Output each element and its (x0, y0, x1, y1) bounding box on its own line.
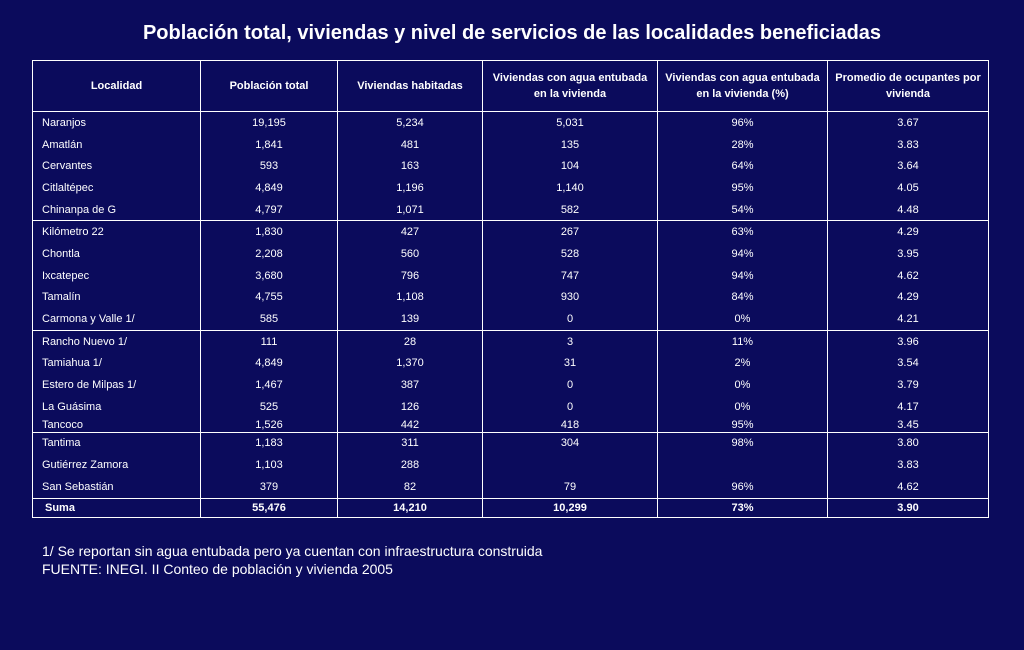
cell-promedio: 4.05 (828, 177, 989, 199)
cell-localidad: Estero de Milpas 1/ (33, 374, 201, 396)
total-promedio: 3.90 (828, 498, 989, 517)
cell-poblacion: 1,830 (201, 221, 338, 243)
header-row (33, 61, 989, 112)
cell-viviendas: 442 (338, 418, 483, 433)
header-viviendas-agua: Viviendas con agua entubada en la vivienda (483, 61, 658, 112)
table-row (33, 418, 989, 433)
table-row (33, 155, 989, 177)
cell-agua-pct: 54% (658, 199, 828, 221)
cell-agua: 304 (483, 432, 658, 454)
cell-localidad: Chinanpa de G (33, 199, 201, 221)
cell-promedio: 4.29 (828, 221, 989, 243)
cell-promedio: 3.79 (828, 374, 989, 396)
cell-agua: 79 (483, 476, 658, 498)
cell-poblacion: 379 (201, 476, 338, 498)
cell-viviendas: 28 (338, 330, 483, 352)
header-localidad: Localidad (33, 61, 201, 112)
cell-promedio: 3.54 (828, 353, 989, 375)
cell-viviendas: 481 (338, 134, 483, 156)
cell-poblacion: 1,183 (201, 432, 338, 454)
cell-agua: 267 (483, 221, 658, 243)
table-row (33, 134, 989, 156)
cell-promedio: 3.96 (828, 330, 989, 352)
header-viviendas-agua-pct: Viviendas con agua entubada en la vivienda (%) (658, 61, 828, 112)
cell-agua: 418 (483, 418, 658, 433)
cell-agua: 5,031 (483, 112, 658, 134)
cell-viviendas: 126 (338, 396, 483, 418)
cell-poblacion: 593 (201, 155, 338, 177)
cell-agua-pct: 28% (658, 134, 828, 156)
cell-agua: 747 (483, 265, 658, 287)
cell-agua-pct: 94% (658, 243, 828, 265)
cell-localidad: Ixcatepec (33, 265, 201, 287)
cell-agua-pct: 0% (658, 396, 828, 418)
cell-localidad: Tancoco (33, 418, 201, 433)
cell-agua-pct: 0% (658, 374, 828, 396)
cell-agua: 31 (483, 353, 658, 375)
page-title: Población total, viviendas y nivel de servicios de las localidades beneficiadas (142, 22, 882, 44)
cell-viviendas: 288 (338, 454, 483, 476)
cell-localidad: Naranjos (33, 112, 201, 134)
table-row (33, 374, 989, 396)
cell-poblacion: 4,849 (201, 177, 338, 199)
cell-localidad: Citlaltépec (33, 177, 201, 199)
cell-agua: 0 (483, 308, 658, 330)
cell-poblacion: 111 (201, 330, 338, 352)
cell-promedio: 3.67 (828, 112, 989, 134)
table-row (33, 112, 989, 134)
cell-poblacion: 4,849 (201, 353, 338, 375)
cell-agua: 930 (483, 287, 658, 309)
cell-agua-pct: 96% (658, 476, 828, 498)
cell-promedio: 3.83 (828, 454, 989, 476)
cell-promedio: 4.21 (828, 308, 989, 330)
cell-viviendas: 1,071 (338, 199, 483, 221)
total-agua-pct: 73% (658, 498, 828, 517)
cell-agua-pct: 0% (658, 308, 828, 330)
cell-agua-pct: 84% (658, 287, 828, 309)
cell-agua-pct (658, 454, 828, 476)
cell-poblacion: 525 (201, 396, 338, 418)
cell-localidad: La Guásima (33, 396, 201, 418)
cell-promedio: 4.48 (828, 199, 989, 221)
cell-agua (483, 454, 658, 476)
cell-poblacion: 585 (201, 308, 338, 330)
cell-agua: 104 (483, 155, 658, 177)
cell-poblacion: 4,755 (201, 287, 338, 309)
cell-viviendas: 560 (338, 243, 483, 265)
cell-promedio: 3.64 (828, 155, 989, 177)
cell-promedio: 4.17 (828, 396, 989, 418)
cell-agua: 528 (483, 243, 658, 265)
cell-agua-pct: 94% (658, 265, 828, 287)
footnote-fuente: FUENTE: INEGI. II Conteo de población y vivienda 2005 (42, 561, 393, 577)
cell-localidad: Kilómetro 22 (33, 221, 201, 243)
table-row (33, 454, 989, 476)
table-row (33, 476, 989, 498)
header-promedio-ocupantes: Promedio de ocupantes por vivienda (828, 61, 989, 112)
cell-agua-pct: 2% (658, 353, 828, 375)
footnote-sin-agua: 1/ Se reportan sin agua entubada pero ya cuentan con infraestructura construida (42, 543, 543, 559)
cell-viviendas: 1,196 (338, 177, 483, 199)
cell-localidad: Tamalín (33, 287, 201, 309)
cell-promedio: 3.95 (828, 243, 989, 265)
cell-agua: 1,140 (483, 177, 658, 199)
total-label: Suma (33, 498, 201, 517)
cell-agua-pct: 96% (658, 112, 828, 134)
cell-viviendas: 796 (338, 265, 483, 287)
total-row (33, 498, 989, 517)
cell-promedio: 3.80 (828, 432, 989, 454)
cell-viviendas: 427 (338, 221, 483, 243)
cell-poblacion: 1,526 (201, 418, 338, 433)
cell-agua-pct: 64% (658, 155, 828, 177)
cell-localidad: Rancho Nuevo 1/ (33, 330, 201, 352)
cell-viviendas: 387 (338, 374, 483, 396)
cell-viviendas: 163 (338, 155, 483, 177)
cell-poblacion: 1,841 (201, 134, 338, 156)
cell-viviendas: 5,234 (338, 112, 483, 134)
cell-agua-pct: 11% (658, 330, 828, 352)
cell-viviendas: 1,108 (338, 287, 483, 309)
cell-localidad: Cervantes (33, 155, 201, 177)
cell-localidad: Tamiahua 1/ (33, 353, 201, 375)
table-row (33, 243, 989, 265)
table-row (33, 308, 989, 330)
table-row (33, 265, 989, 287)
cell-poblacion: 1,103 (201, 454, 338, 476)
cell-localidad: Carmona y Valle 1/ (33, 308, 201, 330)
total-viviendas: 14,210 (338, 498, 483, 517)
cell-agua: 0 (483, 396, 658, 418)
cell-poblacion: 19,195 (201, 112, 338, 134)
cell-poblacion: 4,797 (201, 199, 338, 221)
table-row (33, 177, 989, 199)
cell-localidad: Tantima (33, 432, 201, 454)
cell-promedio: 4.62 (828, 265, 989, 287)
table-row (33, 330, 989, 352)
cell-poblacion: 1,467 (201, 374, 338, 396)
total-poblacion: 55,476 (201, 498, 338, 517)
cell-promedio: 4.62 (828, 476, 989, 498)
table-row (33, 353, 989, 375)
cell-localidad: San Sebastián (33, 476, 201, 498)
table-row (33, 221, 989, 243)
cell-agua: 582 (483, 199, 658, 221)
cell-agua: 0 (483, 374, 658, 396)
table-row (33, 287, 989, 309)
cell-agua-pct: 63% (658, 221, 828, 243)
cell-viviendas: 1,370 (338, 353, 483, 375)
cell-poblacion: 2,208 (201, 243, 338, 265)
cell-promedio: 3.83 (828, 134, 989, 156)
cell-localidad: Gutiérrez Zamora (33, 454, 201, 476)
cell-promedio: 3.45 (828, 418, 989, 433)
cell-promedio: 4.29 (828, 287, 989, 309)
cell-localidad: Amatlán (33, 134, 201, 156)
data-table (32, 60, 989, 518)
footnotes (42, 542, 542, 578)
cell-agua-pct: 95% (658, 418, 828, 433)
cell-localidad: Chontla (33, 243, 201, 265)
table-row (33, 396, 989, 418)
cell-agua-pct: 98% (658, 432, 828, 454)
cell-agua: 3 (483, 330, 658, 352)
cell-poblacion: 3,680 (201, 265, 338, 287)
cell-viviendas: 82 (338, 476, 483, 498)
header-viviendas-habitadas: Viviendas habitadas (338, 61, 483, 112)
table-row (33, 199, 989, 221)
header-poblacion-total: Población total (201, 61, 338, 112)
cell-viviendas: 311 (338, 432, 483, 454)
cell-viviendas: 139 (338, 308, 483, 330)
cell-agua-pct: 95% (658, 177, 828, 199)
total-agua: 10,299 (483, 498, 658, 517)
cell-agua: 135 (483, 134, 658, 156)
table-row (33, 432, 989, 454)
